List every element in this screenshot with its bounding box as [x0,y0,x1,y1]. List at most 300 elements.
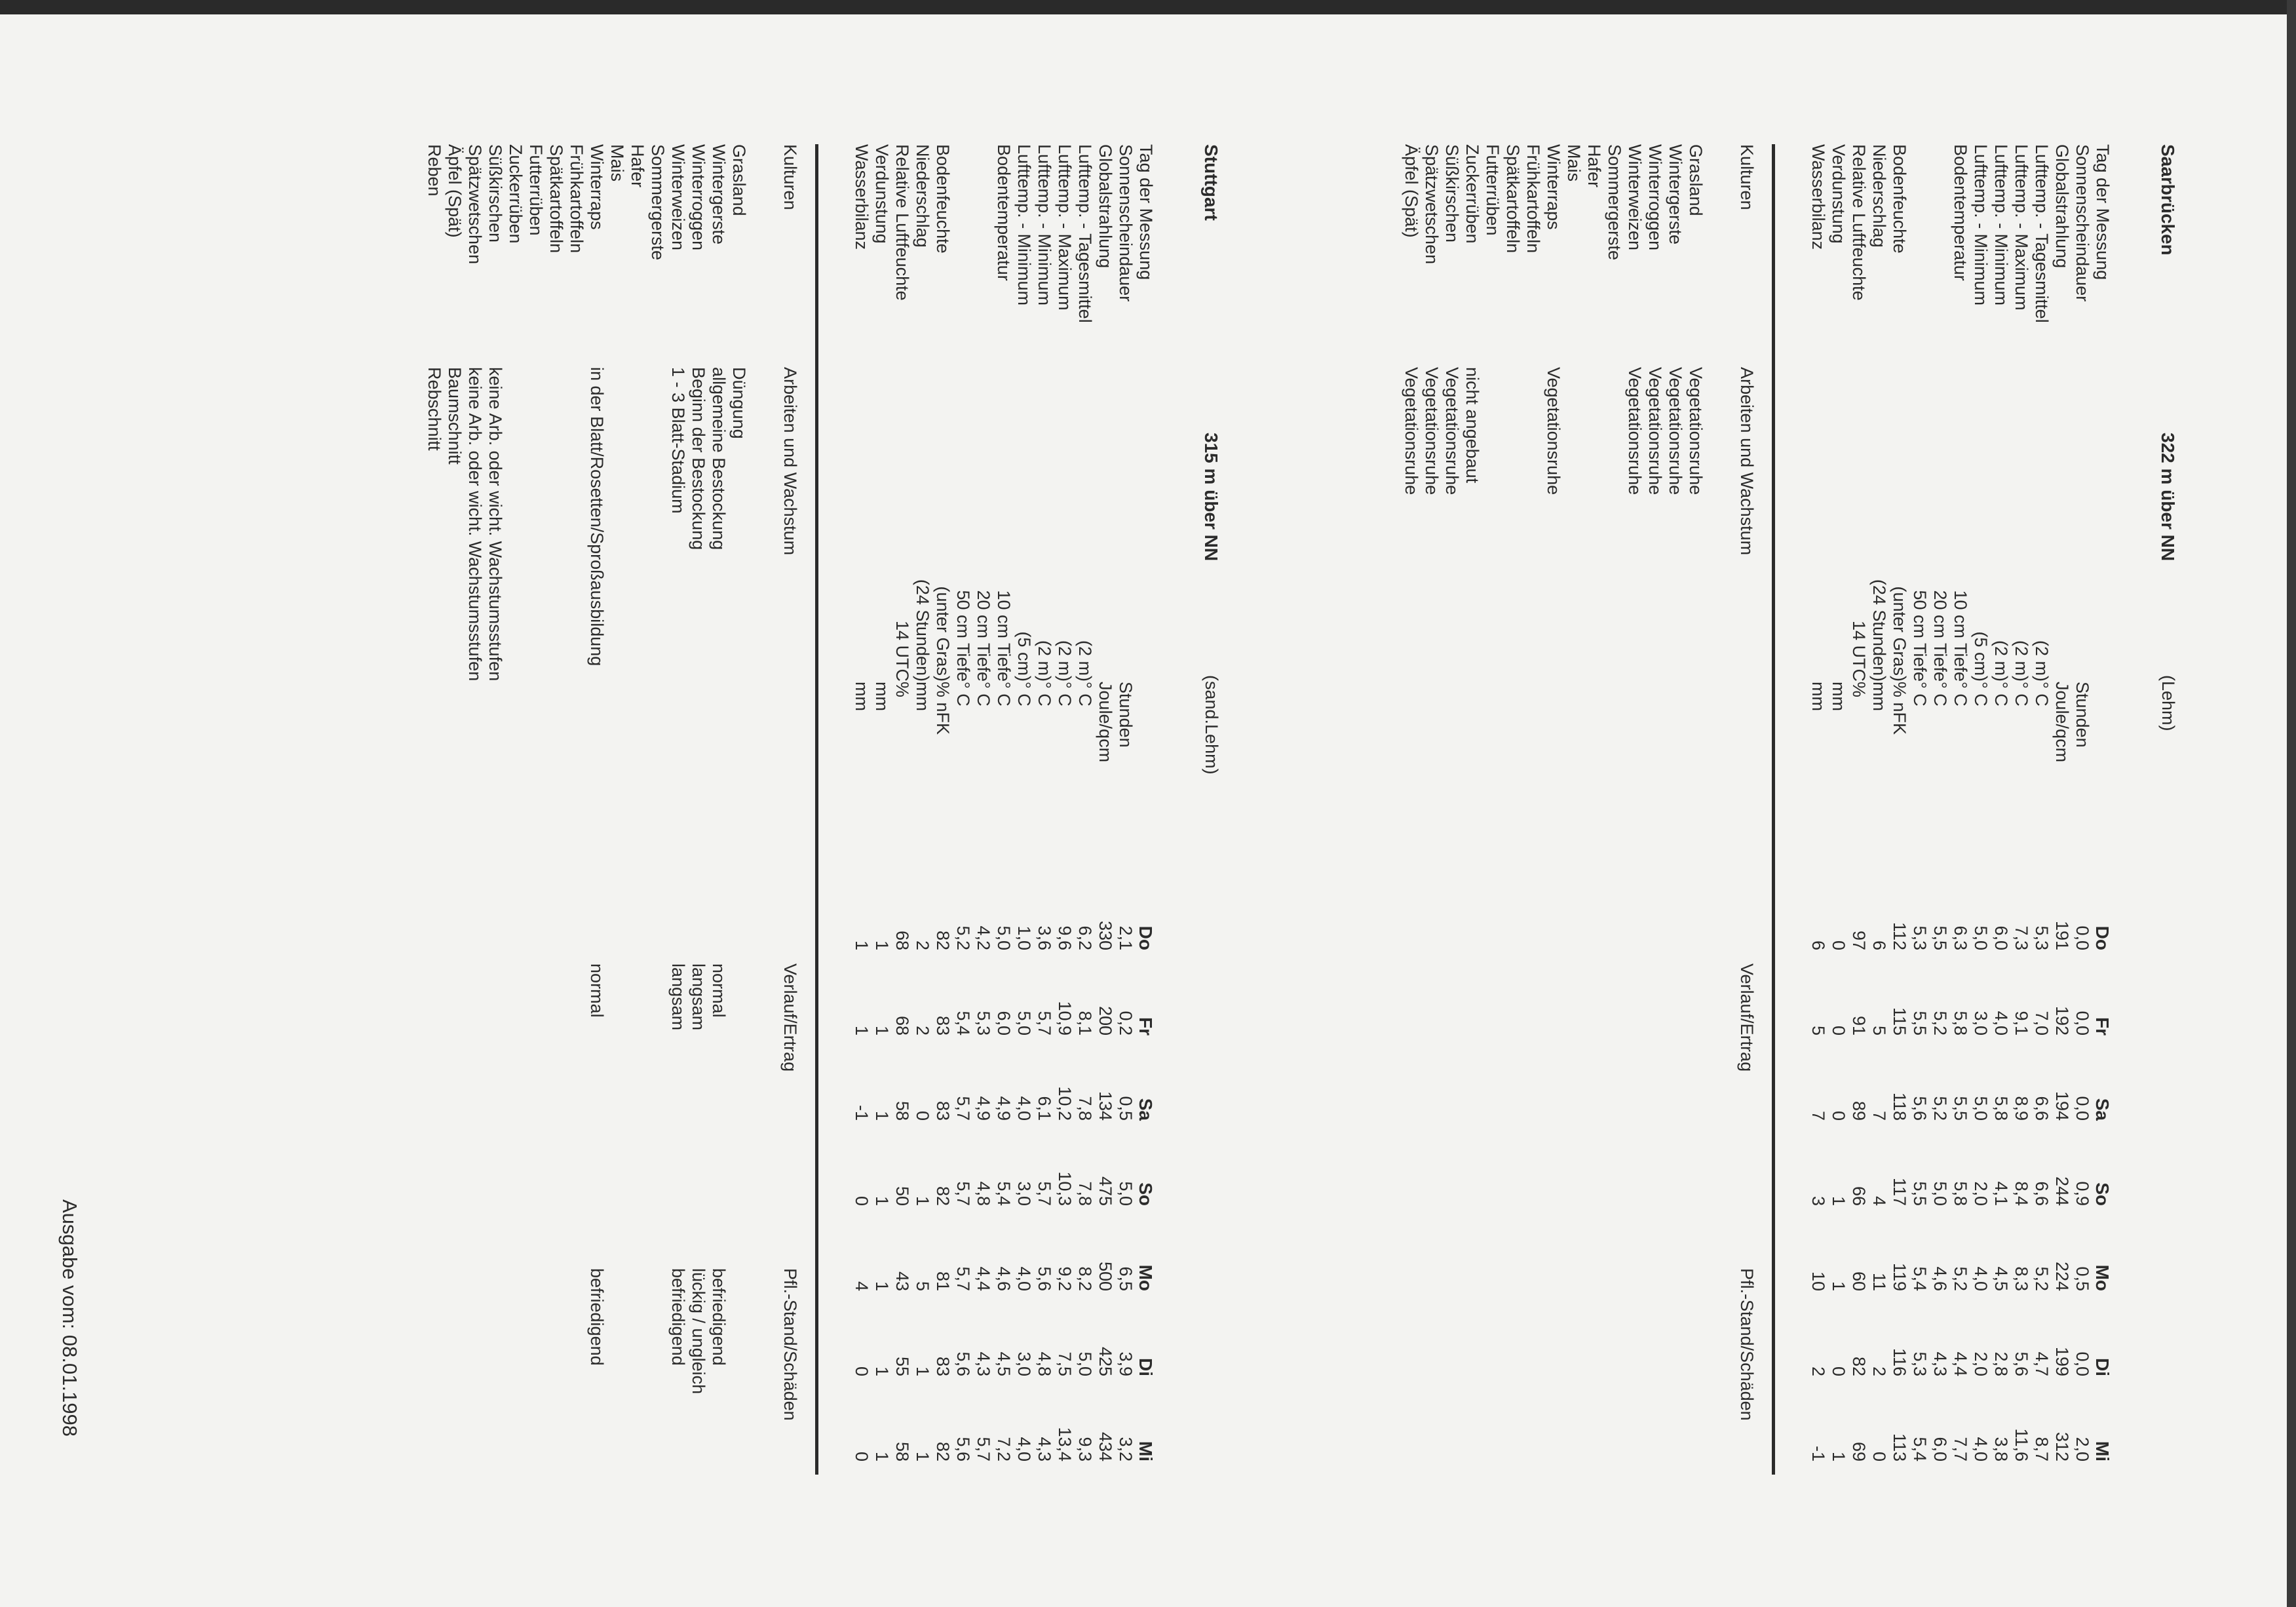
measurement-qualifier: (unter Gras) [933,586,953,682]
measurement-unit: ° C [2012,682,2031,707]
measurement-qualifier: (2 m) [2032,640,2052,682]
measurement-label: Relative Luftfeuchte [1849,144,1869,301]
measurement-value: 5,4 [1910,1266,1930,1291]
measurement-label: Globalstrahlung [1096,144,1115,269]
measurement-value: 4,1 [1991,1181,2011,1206]
measurement-value: 82 [1849,1356,1869,1376]
measurement-value: 6,2 [1075,925,1095,950]
measurement-value: 43 [892,1271,912,1291]
day-header: Fr [1136,1017,1156,1036]
measurement-value: 10,3 [1055,1171,1075,1206]
crop-name: Winterroggen [1645,144,1665,251]
day-header: Do [1136,925,1156,950]
measurement-row [2072,0,2092,1607]
crop-arbeiten: Vegetationsruhe [1666,367,1685,495]
measurement-unit: Stunden [1116,682,1136,748]
measurement-row [1095,0,1115,1607]
station-name: Stuttgart [1201,144,1221,221]
crop-row [505,0,526,1607]
measurement-qualifier: (24 Stunden) [1869,579,1889,682]
measurement-value: 3,9 [1116,1351,1136,1376]
measurement-row [953,0,973,1607]
measurement-label: Bodentemperatur [994,144,1014,281]
crop-name: Süßkirschen [1442,144,1462,243]
crop-name: Winterroggen [689,144,708,251]
crop-row [1665,0,1685,1607]
measurement-value: 0,5 [2073,1266,2092,1291]
measurement-unit: Stunden [2073,682,2092,748]
measurement-unit: ° C [994,682,1014,707]
measurement-value: 58 [892,1441,912,1462]
day-header: Di [1136,1358,1156,1376]
measurement-unit: % [1849,682,1869,698]
measurement-qualifier: 14 UTC [1849,620,1869,682]
day-header: So [1136,1182,1156,1206]
crop-row [546,0,566,1607]
crop-row [1502,0,1523,1607]
measurement-row [1808,0,1828,1607]
crop-arbeiten: keine Arb. oder wicht. Wachstumsstufen [486,367,505,682]
measurement-value: 2,0 [1971,1351,1991,1376]
measurement-value: 2 [1808,1366,1828,1376]
measurement-value: 1 [872,1195,892,1206]
issue-date: Ausgabe vom: 08.01.1998 [58,1199,81,1437]
measurement-value: 1 [872,1366,892,1376]
measurement-qualifier: (2 m) [1075,640,1095,682]
measurement-qualifier: (2 m) [1035,640,1054,682]
measurement-value: 81 [933,1271,953,1291]
crop-verlauf: normal [709,963,729,1018]
measurement-value: 89 [1849,1100,1869,1121]
crop-name: Spätkartoffeln [546,144,566,254]
measurement-value: 224 [2052,1261,2072,1291]
measurement-value: 425 [1096,1346,1115,1376]
crop-row [465,0,485,1607]
crop-name: Frühkartoffeln [1523,144,1543,254]
measurement-value: 117 [1890,1177,1909,1206]
measurement-value: 5 [1808,1025,1828,1036]
measurement-row [1014,0,1034,1607]
measurement-row [1869,0,1889,1607]
crop-row [424,0,444,1607]
crop-name: Grasland [729,144,749,216]
crop-arbeiten: Düngung [729,367,749,439]
measurement-value: 11,6 [2012,1428,2031,1462]
measurement-value: 5,3 [1910,1351,1930,1376]
measurement-value: 8,4 [2012,1181,2031,1206]
measurement-value: 55 [892,1356,912,1376]
measurement-unit: ° C [953,682,973,707]
crop-name: Zuckerrüben [1463,144,1482,244]
section-rule [815,144,818,1475]
crops-header-stand: Pfl.-Stand/Schäden [1737,1268,1757,1421]
crop-row [485,0,505,1607]
day-header: Mi [1136,1441,1156,1462]
measurement-value: 7,3 [2012,925,2031,950]
station-elevation: 322 m über NN [2158,433,2178,562]
measurement-value: 4,6 [1930,1266,1950,1291]
measurement-row [1075,0,1095,1607]
crop-arbeiten: Vegetationsruhe [1686,367,1706,495]
measurement-value: 1 [872,1281,892,1291]
crop-name: Hafer [628,144,647,188]
crops-header-arbeiten: Arbeiten und Wachstum [1737,367,1757,556]
measurement-value: 68 [892,1015,912,1036]
measurement-value: 4,6 [994,1266,1014,1291]
measurement-value: 0,0 [2073,1096,2092,1121]
measurement-value: 6 [1808,940,1828,950]
measurement-row [2031,0,2052,1607]
day-header: Do [2092,925,2113,950]
crop-row [566,0,586,1607]
crop-arbeiten: Vegetationsruhe [1402,367,1421,495]
measurement-row [1991,0,2011,1607]
measurement-value: 434 [1096,1431,1115,1462]
measurement-qualifier: (24 Stunden) [913,579,932,682]
measurement-label: Tag der Messung [2093,144,2113,281]
measurement-value: 7,7 [1951,1437,1970,1462]
crop-row [1604,0,1624,1607]
measurement-value: 5,7 [953,1181,973,1206]
crop-row [668,0,688,1607]
crop-row [1584,0,1604,1607]
measurement-label: Sonnenscheindauer [1116,144,1136,302]
station-name: Saarbrücken [2158,144,2178,256]
measurement-value: 5,6 [953,1351,973,1376]
measurement-value: 58 [892,1100,912,1121]
measurement-unit: mm [913,682,932,711]
measurement-value: 0,0 [2073,925,2092,950]
measurement-value: 4,0 [1991,1011,2011,1036]
measurement-value: 6,0 [994,1011,1014,1036]
measurement-value: 2 [1869,1366,1889,1376]
measurement-unit: ° C [1991,682,2011,707]
measurement-qualifier: (2 m) [2012,640,2031,682]
measurement-value: 0 [1829,940,1848,950]
measurement-value: 7,5 [1055,1351,1075,1376]
measurement-value: 97 [1849,930,1869,950]
measurement-value: 5,8 [1951,1181,1970,1206]
crop-stand: lückig / ungleich [689,1268,708,1395]
crop-arbeiten: Vegetationsruhe [1442,367,1462,495]
measurement-value: 500 [1096,1261,1115,1291]
measurement-row [1909,0,1930,1607]
measurement-value: 3,0 [1014,1181,1034,1206]
measurement-value: 8,9 [2012,1096,2031,1121]
measurement-qualifier: 20 cm Tiefe [1930,590,1950,682]
measurement-value: 4,0 [1971,1266,1991,1291]
crop-name: Winterweizen [668,144,688,251]
measurement-label: Tag der Messung [1136,144,1156,281]
measurement-value: 112 [1890,921,1909,950]
measurement-unit: ° C [1055,682,1075,707]
measurement-row [1054,0,1075,1607]
measurement-label: Verdunstung [1829,144,1848,244]
measurement-unit: % nFK [933,682,953,735]
measurement-value: -1 [852,1104,871,1121]
measurement-label: Lufttemp. - Minimum [1971,144,1991,306]
measurement-row [1828,0,1848,1607]
crop-row [729,0,749,1607]
station-block [1326,0,2178,1607]
crop-verlauf: langsam [668,963,688,1031]
measurement-value: 5,6 [1035,1266,1054,1291]
measurement-qualifier: 10 cm Tiefe [994,590,1014,682]
measurement-value: 83 [933,1100,953,1121]
measurement-value: 6,0 [1991,925,2011,950]
measurement-value: 0 [852,1366,871,1376]
day-header: Mo [2092,1264,2113,1291]
crop-arbeiten: keine Arb. oder wicht. Wachstumsstufen [465,367,485,682]
measurement-value: 0 [852,1451,871,1462]
measurement-value: 475 [1096,1176,1115,1206]
crop-name: Sommergerste [648,144,668,261]
measurement-value: 0 [852,1195,871,1206]
crop-stand: befriedigend [587,1268,607,1366]
crop-row [1442,0,1462,1607]
measurement-value: 4,9 [974,1096,993,1121]
measurement-label: Bodenfeuchte [1890,144,1909,254]
measurement-value: 0 [1829,1110,1848,1121]
section-rule [1772,144,1775,1475]
measurement-value: 194 [2052,1091,2072,1121]
measurement-value: 5,4 [953,1011,973,1036]
crop-name: Wintergerste [1666,144,1685,245]
measurement-qualifier: (2 m) [1991,640,2011,682]
measurement-value: 5,7 [953,1266,973,1291]
crop-arbeiten: Vegetationsruhe [1625,367,1645,495]
crop-arbeiten: Rebschnitt [425,367,444,451]
measurement-value: 5,0 [1971,1096,1991,1121]
measurement-label: Lufttemp. - Minimum [1991,144,2011,306]
crops-header-stand: Pfl.-Stand/Schäden [780,1268,800,1421]
measurement-value: 2,1 [1116,925,1136,950]
measurement-unit: mm [872,682,892,711]
measurement-value: 1 [872,1451,892,1462]
measurement-qualifier: 10 cm Tiefe [1951,590,1970,682]
measurement-value: 4,0 [1014,1437,1034,1462]
crop-name: Reben [425,144,444,197]
crop-name: Süßkirschen [486,144,505,243]
measurement-unit: ° C [1035,682,1054,707]
measurement-value: 10,2 [1055,1086,1075,1121]
crop-name: Äpfel (Spät) [1402,144,1421,238]
measurement-value: 116 [1890,1347,1909,1376]
measurement-unit: % nFK [1890,682,1909,735]
measurement-value: 244 [2052,1176,2072,1206]
measurement-qualifier: 50 cm Tiefe [1910,590,1930,682]
measurement-row [2092,0,2113,1607]
measurement-row [871,0,892,1607]
crop-row [1645,0,1665,1607]
crop-row [1482,0,1502,1607]
measurement-value: 5,7 [1035,1181,1054,1206]
crop-row [1624,0,1645,1607]
measurement-value: 4,0 [1014,1266,1034,1291]
crop-name: Winterraps [587,144,607,230]
measurement-value: 7,8 [1075,1181,1095,1206]
crop-name: Futterrüben [526,144,546,236]
crop-name: Sommergerste [1605,144,1624,261]
measurement-value: 13,4 [1055,1427,1075,1462]
measurement-value: 82 [933,1441,953,1462]
measurement-value: 5,4 [994,1181,1014,1206]
measurement-value: 0,5 [1116,1096,1136,1121]
measurement-qualifier: (5 cm) [1014,631,1034,682]
measurement-unit: Joule/qcm [1096,682,1115,763]
measurement-value: 4,5 [994,1351,1014,1376]
measurement-value: 7,8 [1075,1096,1095,1121]
station-soil: (Lehm) [2158,675,2178,731]
measurement-label: Niederschlag [1869,144,1889,248]
measurement-value: 4,8 [974,1181,993,1206]
measurement-value: 1 [913,1451,932,1462]
measurement-value: 4,3 [1930,1351,1950,1376]
measurement-value: 192 [2052,1005,2072,1036]
measurement-value: 0,2 [1116,1011,1136,1036]
measurement-value: -1 [1808,1445,1828,1462]
crop-row [444,0,465,1607]
measurement-value: 7 [1869,1110,1889,1121]
measurement-row [1889,0,1909,1607]
day-header: Di [2092,1358,2113,1376]
measurement-value: 115 [1890,1007,1909,1036]
measurement-value: 6,0 [1930,1437,1950,1462]
measurement-row [851,0,871,1607]
measurement-value: 1,0 [1014,925,1034,950]
crop-name: Mais [607,144,627,182]
crop-row [607,0,627,1607]
measurement-value: 5,0 [1930,1181,1950,1206]
measurement-value: 5,2 [1930,1011,1950,1036]
measurement-value: 5,7 [953,1096,973,1121]
crop-name: Winterweizen [1625,144,1645,251]
measurement-value: 113 [1890,1433,1909,1462]
measurement-value: 191 [2052,920,2072,950]
crop-row [1401,0,1421,1607]
crop-name: Spätzwetschen [465,144,485,265]
measurement-unit: mm [852,682,871,711]
measurement-value: 2,0 [2073,1437,2092,1462]
measurement-value: 1 [872,940,892,950]
measurement-value: 4,0 [1014,1096,1034,1121]
crop-row [627,0,647,1607]
measurement-value: 0 [1869,1451,1889,1462]
measurement-value: 1 [1829,1451,1848,1462]
measurement-value: 5 [1869,1025,1889,1036]
measurement-value: 60 [1849,1271,1869,1291]
measurement-unit: ° C [974,682,993,707]
measurement-row [1034,0,1054,1607]
measurement-value: 5,2 [2032,1266,2052,1291]
measurement-value: 1 [852,940,871,950]
measurement-value: 10 [1808,1271,1828,1291]
measurement-value: 0 [1829,1025,1848,1036]
crop-name: Hafer [1584,144,1604,188]
measurement-value: 0,0 [2073,1351,2092,1376]
measurement-qualifier: (5 cm) [1971,631,1991,682]
measurement-row [1970,0,1991,1607]
measurement-value: 5,5 [1910,1011,1930,1036]
measurement-value: 4,8 [1035,1351,1054,1376]
measurement-value: 9,3 [1075,1437,1095,1462]
measurement-value: 0,0 [2073,1011,2092,1036]
measurement-label: Bodentemperatur [1951,144,1970,281]
measurement-value: 5,0 [1075,1351,1095,1376]
measurement-row [973,0,993,1607]
measurement-value: 134 [1096,1091,1115,1121]
measurement-value: 68 [892,930,912,950]
measurement-value: 5,3 [2032,925,2052,950]
measurement-unit: ° C [1910,682,1930,707]
crop-name: Mais [1564,144,1584,182]
measurement-unit: ° C [2032,682,2052,707]
measurement-value: 5,8 [1951,1011,1970,1036]
measurement-value: 69 [1849,1441,1869,1462]
measurement-value: 4 [1869,1195,1889,1206]
measurement-value: 1 [1829,1195,1848,1206]
measurement-value: 3,2 [1116,1437,1136,1462]
crop-arbeiten: Vegetationsruhe [1645,367,1665,495]
measurement-value: 4,2 [974,925,993,950]
measurement-value: 8,1 [1075,1011,1095,1036]
crop-verlauf: normal [587,963,607,1018]
measurement-value: 4,5 [1991,1266,2011,1291]
crop-arbeiten: Vegetationsruhe [1422,367,1442,495]
measurement-row [1950,0,1970,1607]
measurement-label: Verdunstung [872,144,892,244]
measurement-value: 83 [933,1015,953,1036]
crops-header-verlauf: Verlauf/Ertrag [1737,963,1757,1072]
measurement-row [993,0,1014,1607]
measurement-value: 5,6 [2012,1351,2031,1376]
measurement-value: 2 [913,940,932,950]
measurement-value: 5,0 [994,925,1014,950]
crop-name: Futterrüben [1483,144,1502,236]
measurement-label: Lufttemp. - Maximum [2012,144,2031,311]
measurement-value: 91 [1849,1015,1869,1036]
measurement-row [892,0,912,1607]
measurement-unit: mm [1869,682,1889,711]
measurement-value: 5,5 [1930,925,1950,950]
crop-name: Frühkartoffeln [567,144,586,254]
measurement-value: 118 [1890,1092,1909,1121]
measurement-value: 1 [1829,1281,1848,1291]
measurement-value: 0,9 [2073,1181,2092,1206]
crop-row [1421,0,1442,1607]
day-header: Sa [1136,1098,1156,1121]
measurement-value: 3,0 [1014,1351,1034,1376]
crop-arbeiten: allgemeine Bestockung [709,367,729,551]
measurement-value: 5,3 [974,1011,993,1036]
measurement-value: 119 [1890,1262,1909,1291]
measurement-value: 330 [1096,920,1115,950]
crop-row [1523,0,1543,1607]
measurement-value: 5,2 [953,925,973,950]
measurement-label: Lufttemp. - Maximum [1055,144,1075,311]
measurement-value: 7 [1808,1110,1828,1121]
measurement-value: 6,6 [2032,1096,2052,1121]
station-soil: (sand.Lehm) [1202,675,1221,775]
measurement-value: 6 [1869,940,1889,950]
measurement-value: 9,1 [2012,1011,2031,1036]
crop-row [1543,0,1563,1607]
crop-row [688,0,708,1607]
crop-arbeiten: Baumschnitt [445,367,465,465]
crop-name: Spätkartoffeln [1503,144,1523,254]
measurement-value: 9,6 [1055,925,1075,950]
crop-row [1462,0,1482,1607]
